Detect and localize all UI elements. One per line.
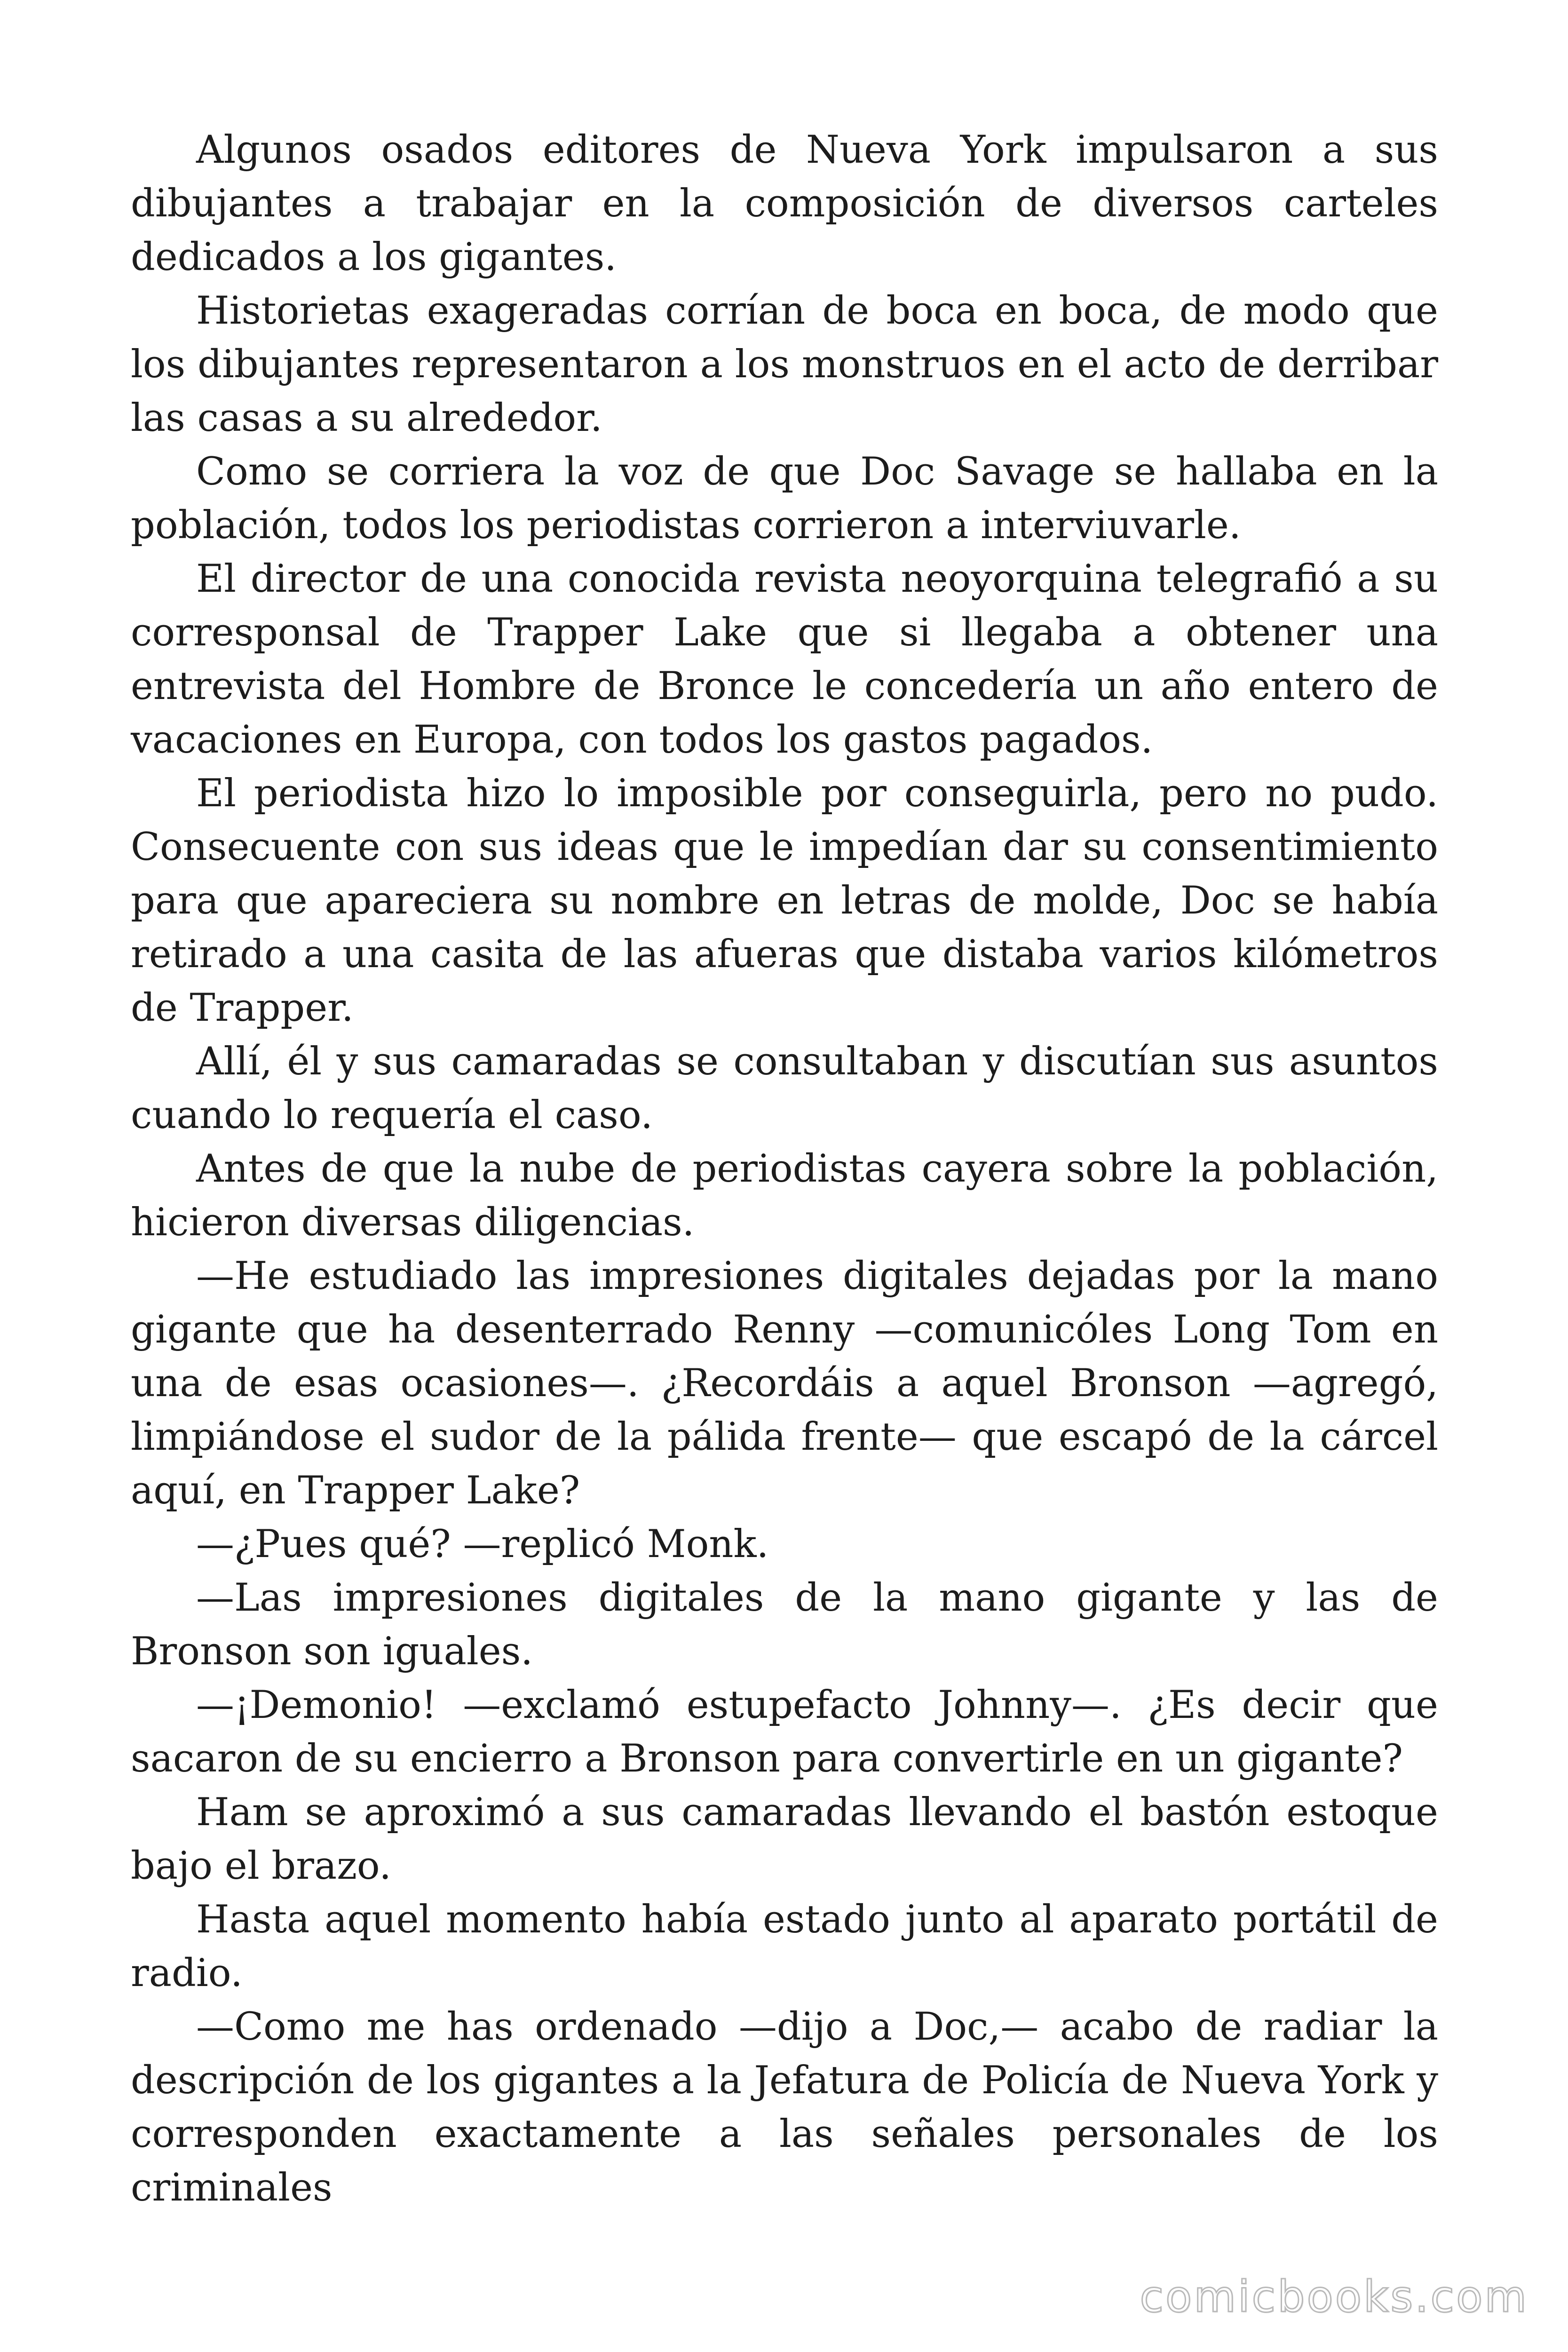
paragraph: Hasta aquel momento había estado junto al aparato portátil de radio.	[131, 1898, 1438, 1995]
paragraph: —He estudiado las impresiones digitales dejadas por la mano gigante que ha desenterrado Renny —comunicóles Long Tom en una de esas ocasiones—. ¿Recordáis a aquel Bronson —agregó, limpiándose el sudor de la pálida frente— que escapó de la cárcel aquí, en Trapper Lake?	[131, 1254, 1438, 1513]
paragraph: —Las impresiones digitales de la mano gigante y las de Bronson son iguales.	[131, 1576, 1438, 1674]
paragraph: Ham se aproximó a sus camaradas llevando el bastón estoque bajo el brazo.	[131, 1790, 1438, 1888]
paragraph: Algunos osados editores de Nueva York impulsaron a sus dibujantes a trabajar en la composición de diversos carteles dedicados a los gigantes.	[131, 128, 1438, 279]
paragraph: —Como me has ordenado —dijo a Doc,— acabo de radiar la descripción de los gigantes a la Jefatura de Policía de Nueva York y corresponden exactamente a las señales personales de los criminales	[131, 2005, 1438, 2210]
paragraph: Como se corriera la voz de que Doc Savage se hallaba en la población, todos los periodistas corrieron a interviuvarle.	[131, 450, 1438, 548]
paragraph: El director de una conocida revista neoyorquina telegrafió a su corresponsal de Trapper Lake que si llegaba a obtener una entrevista del Hombre de Bronce le concedería un año entero de vacaciones en Europa, con todos los gastos pagados.	[131, 557, 1438, 762]
paragraph: Allí, él y sus camaradas se consultaban y discutían sus asuntos cuando lo requería el caso.	[131, 1040, 1438, 1137]
paragraph: —¿Pues qué? —replicó Monk.	[196, 1522, 769, 1566]
body-text	[131, 123, 1438, 2215]
paragraph: Antes de que la nube de periodistas cayera sobre la población, hicieron diversas diligencias.	[131, 1147, 1438, 1245]
paragraph: El periodista hizo lo imposible por conseguirla, pero no pudo. Consecuente con sus ideas que le impedían dar su consentimiento para que apareciera su nombre en letras de molde, Doc se había retirado a una casita de las afueras que distaba varios kilómetros de Trapper.	[131, 771, 1438, 1030]
paragraph: —¡Demonio! —exclamó estupefacto Johnny—. ¿Es decir que sacaron de su encierro a Bronson para convertirle en un gigante?	[131, 1683, 1438, 1781]
paragraph: Historietas exageradas corrían de boca en boca, de modo que los dibujantes representaron a los monstruos en el acto de derribar las casas a su alrededor.	[131, 289, 1438, 440]
site-watermark: comicbooks.com	[1140, 2272, 1528, 2322]
